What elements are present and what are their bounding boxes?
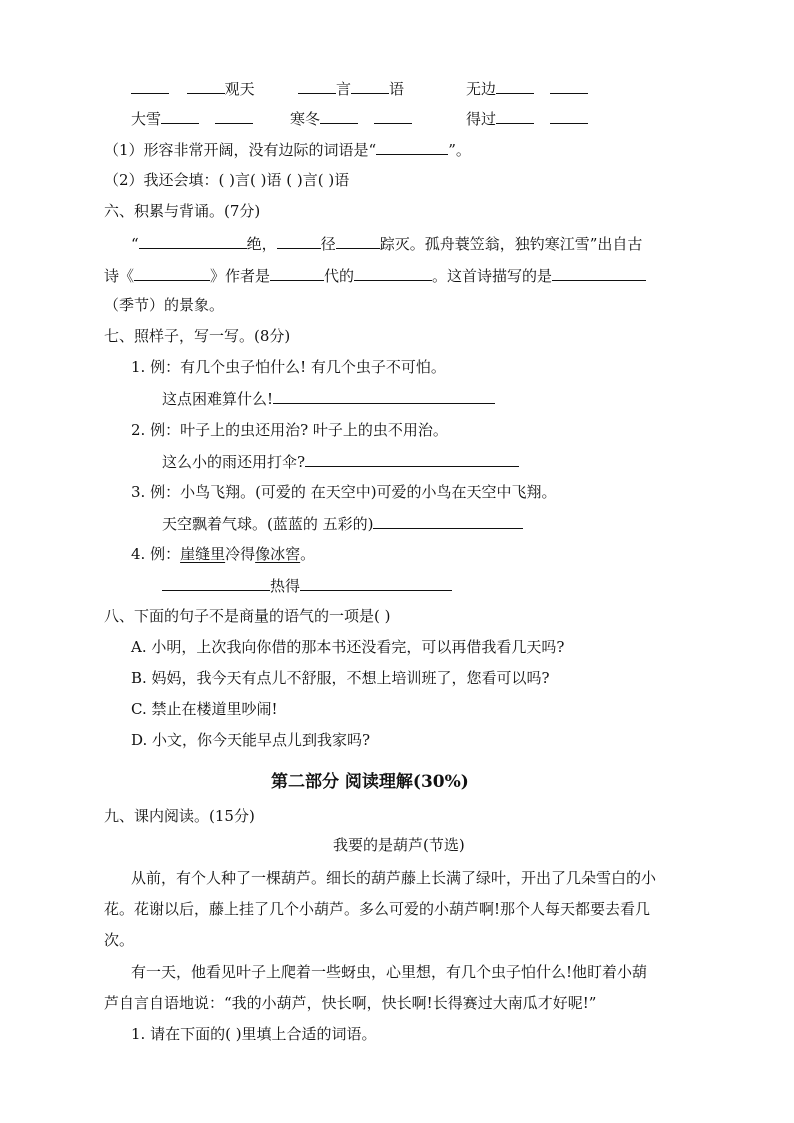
answer-blank[interactable] <box>139 233 247 249</box>
section-6-heading <box>104 201 260 221</box>
poem-line-2 <box>104 265 646 286</box>
vocab-text: 得过 <box>466 110 497 128</box>
task-text: 天空飘着气球。(蓝蓝的 五彩的) <box>162 515 374 533</box>
answer-blank[interactable] <box>131 78 169 94</box>
passage-line <box>131 962 647 982</box>
passage-text: 次。 <box>104 931 135 949</box>
answer-blank[interactable] <box>496 78 534 94</box>
passage-title-text: 我要的是葫芦(节选) <box>333 836 465 854</box>
answer-blank[interactable] <box>351 78 389 94</box>
vocab-question-1 <box>104 139 471 160</box>
passage-line <box>104 993 596 1013</box>
vocab-row-2-item-3 <box>466 108 588 129</box>
vocab-row-2-item-2 <box>290 108 412 129</box>
vocab-row-2 <box>131 108 253 129</box>
passage-line <box>131 868 656 888</box>
answer-blank[interactable] <box>550 78 588 94</box>
answer-blank[interactable] <box>552 265 646 281</box>
answer-blank[interactable] <box>320 108 358 124</box>
vocab-text: 言 <box>336 80 352 98</box>
answer-blank[interactable] <box>215 108 253 124</box>
question-text: ”。 <box>448 141 471 159</box>
vocab-row-1 <box>131 78 255 99</box>
question-text: 1. 请在下面的( )里填上合适的词语。 <box>131 1025 377 1043</box>
example-text: 1. 例：有几个虫子怕什么! 有几个虫子不可怕。 <box>131 358 446 376</box>
passage-text: 花。花谢以后，藤上挂了几个小葫芦。多么可爱的小葫芦啊!那个人每天都要去看几 <box>104 900 651 918</box>
answer-blank[interactable] <box>373 513 523 529</box>
passage-text: 有一天，他看见叶子上爬着一些蚜虫，心里想，有几个虫子怕什么!他盯着小葫 <box>131 963 648 981</box>
answer-blank[interactable] <box>354 265 432 281</box>
option-text: C. 禁止在楼道里吵闹! <box>131 700 278 718</box>
section-9-heading <box>104 806 255 826</box>
task-text: 这点困难算什么! <box>162 390 274 408</box>
poem-text: 代的 <box>324 267 355 285</box>
question-1 <box>131 1024 377 1044</box>
section-7-heading <box>104 326 290 346</box>
vocab-question-2 <box>104 170 349 190</box>
example-text: 冷得 <box>225 545 256 563</box>
example-2 <box>131 420 448 440</box>
heading-text: 八、下面的句子不是商量的语气的一项是( ) <box>104 607 391 625</box>
section-8-heading <box>104 606 390 626</box>
passage-text: 芦自言自语地说：“我的小葫芦，快长啊，快长啊!长得赛过大南瓜才好呢!” <box>104 994 597 1012</box>
vocab-row-1-item-2 <box>298 78 404 99</box>
underlined-text: 崖缝里 <box>180 545 226 563</box>
poem-text: “ <box>131 235 139 253</box>
example-3 <box>131 482 557 502</box>
heading-text: 六、积累与背诵。(7分) <box>104 202 261 220</box>
vocab-text: 大雪 <box>131 110 162 128</box>
option-d[interactable] <box>131 730 370 750</box>
heading-text: 九、课内阅读。(15分) <box>104 807 255 825</box>
poem-text: 》作者是 <box>210 267 271 285</box>
answer-blank[interactable] <box>187 78 225 94</box>
example-text: 3. 例：小鸟飞翔。(可爱的 在天空中)可爱的小鸟在天空中飞翔。 <box>131 483 557 501</box>
option-a[interactable] <box>131 637 564 657</box>
answer-blank[interactable] <box>305 451 519 467</box>
answer-blank[interactable] <box>162 575 270 591</box>
passage-line <box>104 930 134 950</box>
answer-blank[interactable] <box>550 108 588 124</box>
answer-blank[interactable] <box>270 265 324 281</box>
task-3 <box>162 513 523 534</box>
vocab-row-1-item-3 <box>466 78 588 99</box>
option-text: D. 小文，你今天能早点儿到我家吗? <box>131 731 371 749</box>
answer-blank[interactable] <box>496 108 534 124</box>
option-c[interactable] <box>131 699 278 719</box>
poem-text: 径 <box>320 235 336 253</box>
poem-text: 踪灭。孤舟蓑笠翁，独钓寒江雪”出自古 <box>379 235 643 253</box>
poem-line-3 <box>104 295 224 315</box>
option-b[interactable] <box>131 668 550 688</box>
vocab-text: 语 <box>389 80 405 98</box>
answer-blank[interactable] <box>300 575 452 591</box>
example-text: 4. 例： <box>131 545 181 563</box>
part-title-text: 第二部分 阅读理解(30%) <box>271 772 469 792</box>
answer-blank[interactable] <box>161 108 199 124</box>
example-1 <box>131 357 446 377</box>
answer-blank[interactable] <box>376 139 448 155</box>
task-2 <box>162 451 519 472</box>
question-text: （1）形容非常开阔，没有边际的词语是“ <box>104 141 377 159</box>
task-4 <box>162 575 452 596</box>
answer-blank[interactable] <box>374 108 412 124</box>
example-4 <box>131 544 315 564</box>
passage-line <box>104 899 650 919</box>
option-text: B. 妈妈，我今天有点儿不舒服，不想上培训班了，您看可以吗? <box>131 669 550 687</box>
answer-blank[interactable] <box>273 388 495 404</box>
option-text: A. 小明，上次我向你借的那本书还没看完，可以再借我看几天吗? <box>131 638 565 656</box>
answer-blank[interactable] <box>277 233 321 249</box>
underlined-text: 像冰窖 <box>255 545 301 563</box>
vocab-text: 观天 <box>224 80 255 98</box>
poem-line-1 <box>131 233 642 254</box>
vocab-text: 寒冬 <box>290 110 321 128</box>
part-2-title <box>271 772 469 792</box>
passage-text: 从前，有个人种了一棵葫芦。细长的葫芦藤上长满了绿叶，开出了几朵雪白的小 <box>131 869 657 887</box>
example-text: 2. 例：叶子上的虫还用治? 叶子上的虫不用治。 <box>131 421 448 439</box>
passage-title <box>333 835 465 855</box>
answer-blank[interactable] <box>134 265 210 281</box>
question-text: （2）我还会填：( )言( )语 ( )言( )语 <box>104 171 350 189</box>
answer-blank[interactable] <box>336 233 380 249</box>
answer-blank[interactable] <box>298 78 336 94</box>
poem-text: 诗《 <box>104 267 135 285</box>
example-text: 。 <box>300 545 316 563</box>
poem-text: 。这首诗描写的是 <box>432 267 553 285</box>
task-text: 热得 <box>270 577 301 595</box>
task-text: 这么小的雨还用打伞? <box>162 453 306 471</box>
vocab-text: 无边 <box>466 80 497 98</box>
poem-text: （季节）的景象。 <box>104 296 225 314</box>
poem-text: 绝， <box>246 235 277 253</box>
task-1 <box>162 388 495 409</box>
heading-text: 七、照样子，写一写。(8分) <box>104 327 291 345</box>
